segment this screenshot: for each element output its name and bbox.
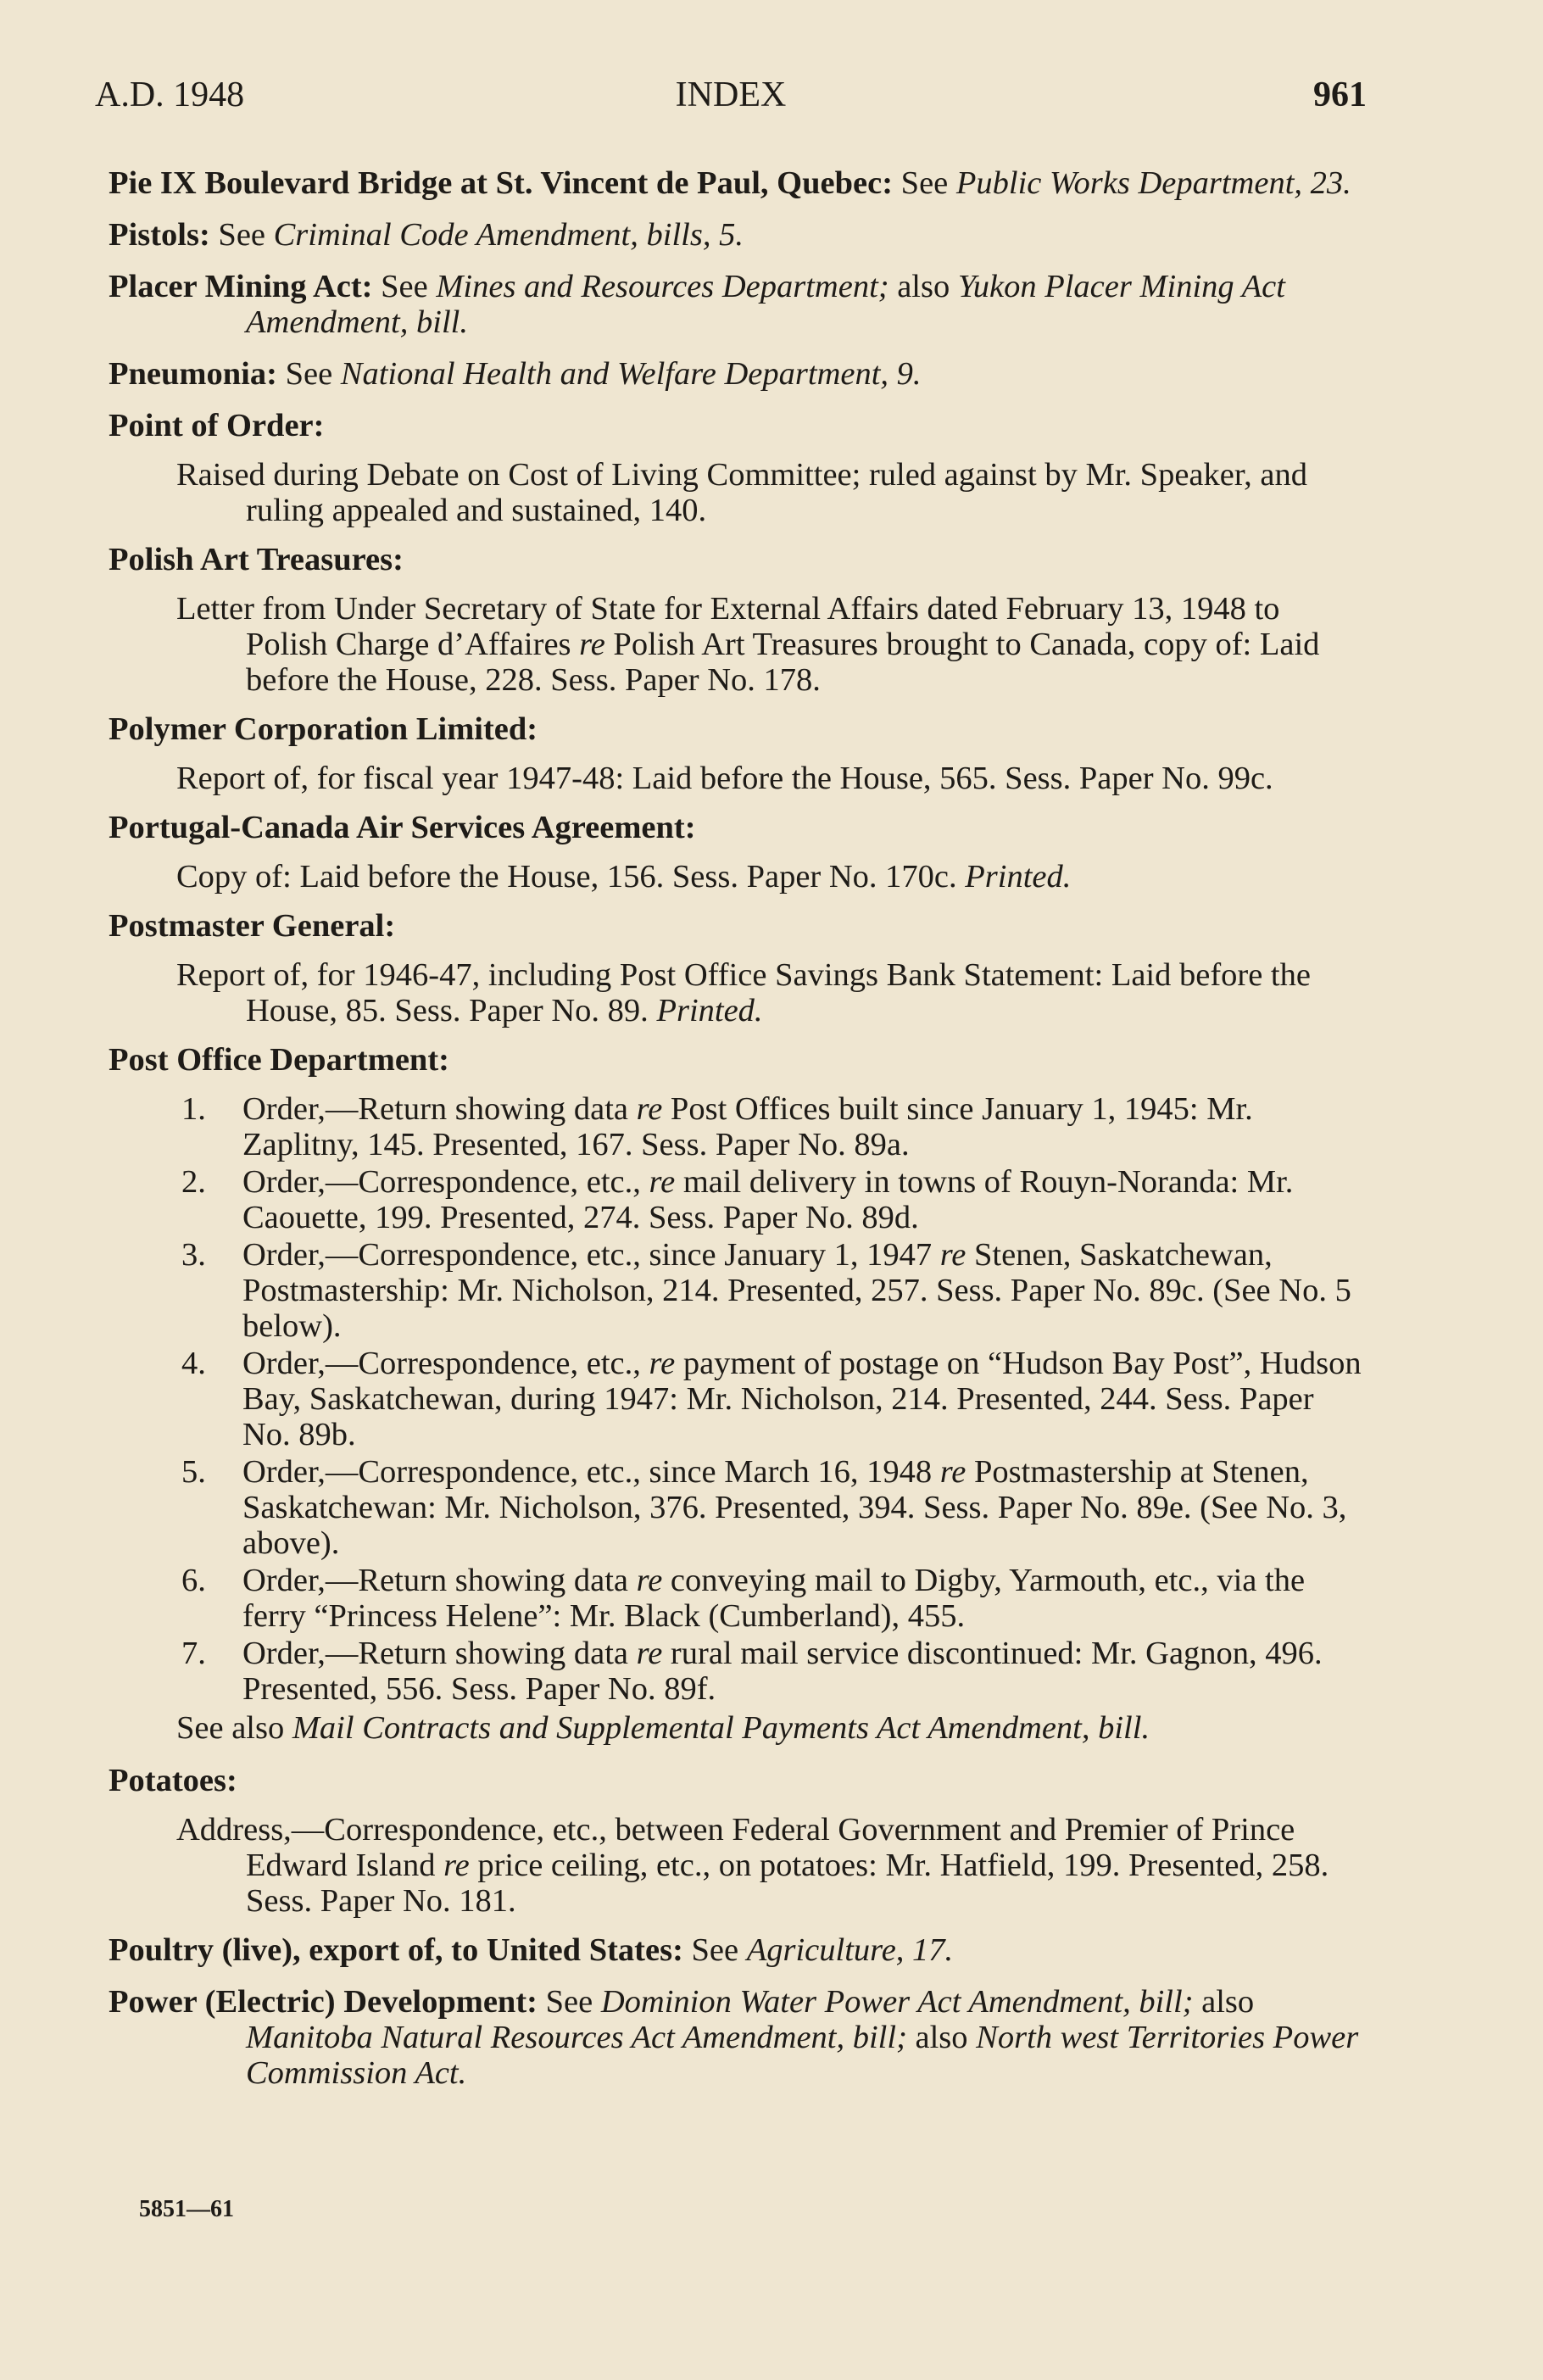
entry-heading: Pneumonia: (109, 356, 277, 392)
index-subentry: Report of, for fiscal year 1947-48: Laid before the House, 565. Sess. Paper No. 99c. (176, 761, 1273, 796)
index-heading-post-office-department: Post Office Department: (109, 1042, 449, 1078)
item-text: Order,—Correspondence, etc., (242, 1164, 641, 1200)
entry-heading: Power (Electric) Development: (109, 1984, 538, 2020)
subentry-text: Address,—Correspondence, etc., between Federal Government and Premier of Prince Edward Island (176, 1812, 1295, 1883)
printed-label: Printed. (965, 859, 1072, 895)
see-label: See (285, 356, 333, 392)
also-label: also (1201, 1984, 1255, 2020)
index-entry-power-development (109, 1984, 1367, 2091)
cross-reference: Criminal Code Amendment, bills, 5. (273, 217, 744, 253)
index-subentry (109, 859, 1367, 895)
cross-reference: Agriculture, 17. (746, 1932, 954, 1968)
item-text: Order,—Correspondence, etc., since March 16, 1948 (242, 1454, 933, 1490)
re-label: re (636, 1091, 663, 1127)
index-heading-postmaster-general: Postmaster General: (109, 908, 396, 944)
cross-reference: Yukon Placer Mining Act Amendment, bill. (246, 269, 1285, 340)
item-number: 6. (181, 1563, 206, 1598)
cross-reference: Dominion Water Power Act Amendment, bill; (600, 1984, 1194, 2020)
index-heading-potatoes: Potatoes: (109, 1763, 237, 1798)
page-header (95, 75, 1367, 125)
header-title: INDEX (675, 75, 787, 114)
header-page-number: 961 (1313, 75, 1367, 114)
entry-heading: Pistols: (109, 217, 210, 253)
entry-heading: Poultry (live), export of, to United States: (109, 1932, 683, 1968)
cross-reference: Mail Contracts and Supplemental Payments Act Amendment, bill. (292, 1710, 1150, 1746)
index-subentry: Raised during Debate on Cost of Living Committee; ruled against by Mr. Speaker, and ruling appealed and sustained, 140. (176, 457, 1307, 528)
printer-code: 5851—61 (139, 2196, 234, 2222)
see-label: See (691, 1932, 739, 1968)
subentry-text: Report of, for 1946-47, including Post Office Savings Bank Statement: Laid before the House, 85. Sess. Paper No. 89. (176, 957, 1311, 1028)
list-item (109, 1563, 1367, 1634)
numbered-list (109, 1091, 1367, 1707)
re-label: re (636, 1636, 663, 1671)
index-entry-pneumonia (109, 356, 1367, 392)
index-subentry (109, 591, 1367, 698)
list-item (109, 1454, 1367, 1561)
item-number: 2. (181, 1164, 206, 1200)
index-entries (109, 165, 1367, 2107)
see-also-label: See also (176, 1710, 285, 1746)
index-heading-polymer-corporation: Polymer Corporation Limited: (109, 711, 538, 747)
item-text: Post Offices built since January 1, 1945: Mr. Zaplitny, 145. Presented, 167. Sess. Paper No. 89a. (242, 1091, 1253, 1162)
cross-reference: Public Works Department, 23. (955, 165, 1351, 201)
item-text: Order,—Correspondence, etc., since January 1, 1947 (242, 1237, 933, 1273)
list-item (109, 1164, 1367, 1235)
entry-heading: Placer Mining Act: (109, 269, 373, 304)
cross-reference: Manitoba Natural Resources Act Amendment, bill; (246, 2020, 907, 2055)
item-text: Postmastership at Stenen, Saskatchewan: Mr. Nicholson, 376. Presented, 394. Sess. Paper No. 89e. (See No. 3, above). (242, 1454, 1347, 1561)
item-text: Order,—Return showing data (242, 1636, 629, 1671)
list-item (109, 1636, 1367, 1707)
item-number: 4. (181, 1346, 206, 1381)
index-entry-poultry (109, 1932, 1367, 1968)
index-subentry (109, 1812, 1367, 1919)
re-label: re (636, 1563, 663, 1598)
item-number: 5. (181, 1454, 206, 1490)
see-label: See (218, 217, 265, 253)
list-item (109, 1237, 1367, 1344)
subentry-text: Copy of: Laid before the House, 156. Sess. Paper No. 170c. (176, 859, 957, 895)
item-text: mail delivery in towns of Rouyn-Noranda: Mr. Caouette, 199. Presented, 274. Sess. Paper No. 89d. (242, 1164, 1294, 1235)
re-label: re (939, 1454, 966, 1490)
re-label: re (443, 1848, 470, 1883)
printed-label: Printed. (656, 993, 763, 1028)
list-item (109, 1091, 1367, 1162)
item-text: Order,—Return showing data (242, 1091, 629, 1127)
item-number: 7. (181, 1636, 206, 1671)
re-label: re (579, 627, 605, 662)
re-label: re (649, 1346, 676, 1381)
item-text: Order,—Return showing data (242, 1563, 629, 1598)
item-text: Order,—Correspondence, etc., (242, 1346, 641, 1381)
also-label: also (897, 269, 950, 304)
item-number: 3. (181, 1237, 206, 1273)
item-text: payment of postage on “Hudson Bay Post”, Hudson Bay, Saskatchewan, during 1947: Mr. Nicholson, 214. Presented, 244. Sess. Paper No. 89b. (242, 1346, 1362, 1452)
item-text: Stenen, Saskatchewan, Postmastership: Mr. Nicholson, 214. Presented, 257. Sess. Paper No. 89c. (See No. 5 below). (242, 1237, 1351, 1344)
index-heading-polish-art-treasures: Polish Art Treasures: (109, 542, 404, 577)
header-year: A.D. 1948 (95, 75, 245, 114)
index-entry-placer-mining-act (109, 269, 1367, 340)
subentry-text: Letter from Under Secretary of State for External Affairs dated February 13, 1948 to Polish Charge d’Affaires (176, 591, 1280, 662)
subentry-text: price ceiling, etc., on potatoes: Mr. Hatfield, 199. Presented, 258. Sess. Paper No. 181. (246, 1848, 1329, 1919)
subentry-text: Polish Art Treasures brought to Canada, copy of: Laid before the House, 228. Sess. Paper No. 178. (246, 627, 1320, 698)
index-subentry (109, 957, 1367, 1028)
item-text: rural mail service discontinued: Mr. Gagnon, 496. Presented, 556. Sess. Paper No. 89f. (242, 1636, 1323, 1707)
cross-reference: Mines and Resources Department; (436, 269, 889, 304)
re-label: re (649, 1164, 676, 1200)
item-text: conveying mail to Digby, Yarmouth, etc., via the ferry “Princess Helene”: Mr. Black (Cumberland), 455. (242, 1563, 1306, 1634)
see-label: See (900, 165, 949, 201)
index-heading-portugal-canada: Portugal-Canada Air Services Agreement: (109, 810, 696, 845)
index-entry-pistols (109, 217, 1367, 253)
list-item (109, 1346, 1367, 1452)
also-label: also (915, 2020, 968, 2055)
see-label: See (545, 1984, 593, 2020)
item-number: 1. (181, 1091, 206, 1127)
re-label: re (939, 1237, 966, 1273)
cross-reference: North west Territories Power Commission Act. (246, 2020, 1359, 2091)
cross-reference: National Health and Welfare Department, 9. (340, 356, 922, 392)
index-entry-pie-ix-bridge (109, 165, 1367, 201)
see-also-line (109, 1710, 1367, 1746)
index-heading-point-of-order: Point of Order: (109, 408, 325, 443)
see-label: See (381, 269, 428, 304)
entry-heading: Pie IX Boulevard Bridge at St. Vincent de Paul, Quebec: (109, 165, 894, 201)
